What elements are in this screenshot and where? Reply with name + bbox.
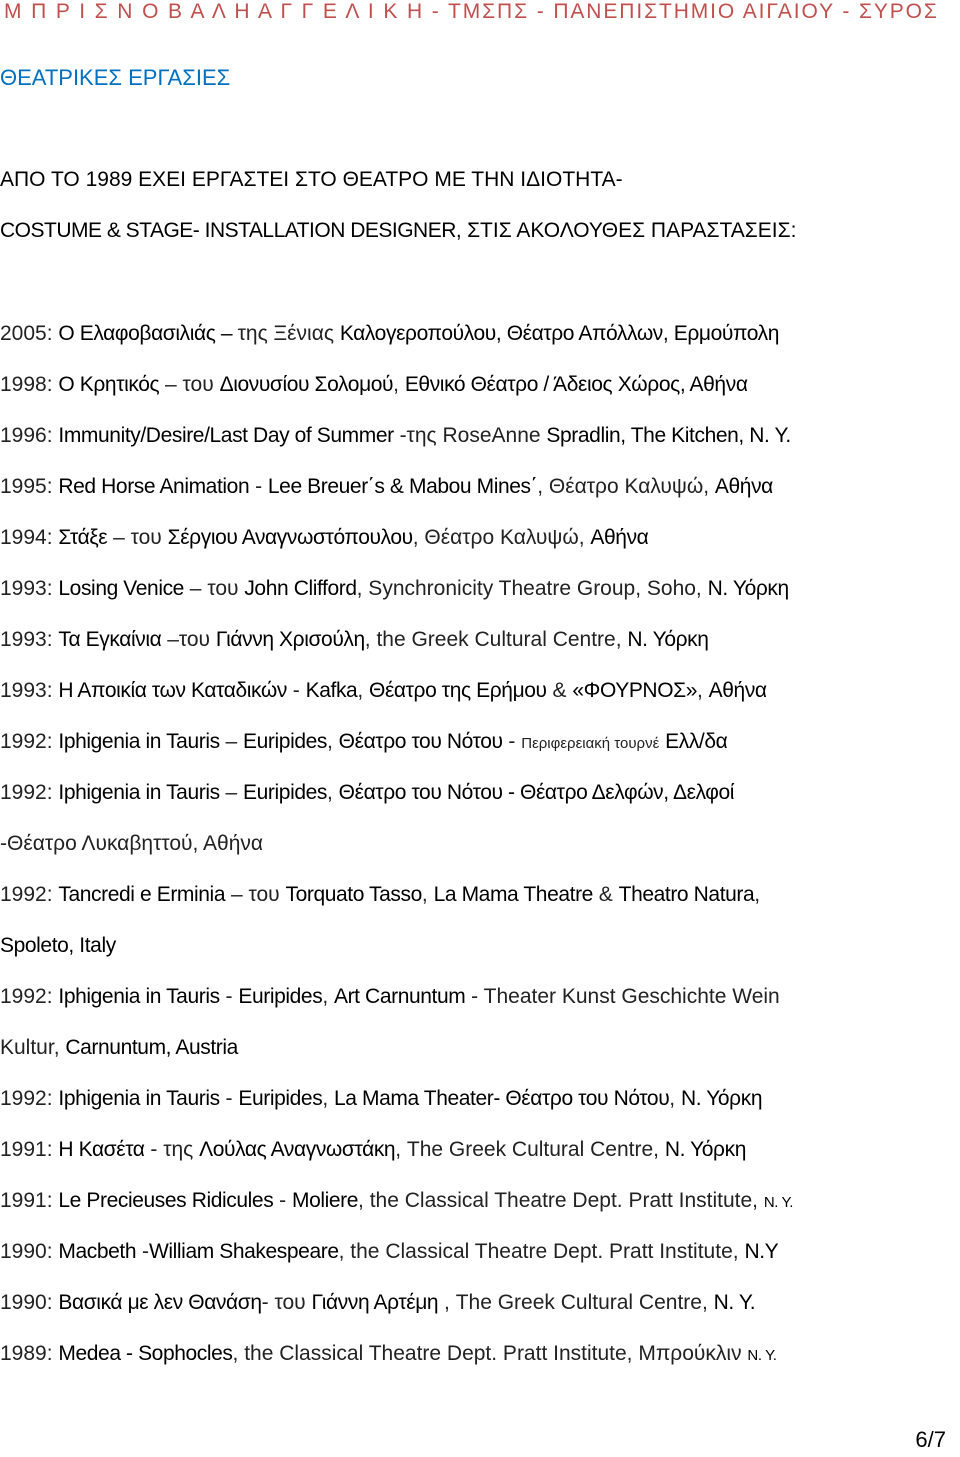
separator: - [249, 475, 268, 498]
section-title: ΘΕΑΤΡΙΚΕΣ ΕΡΓΑΣΙΕΣ [0, 65, 231, 90]
author: Lee Breuer΄s & Mabou Mines΄ [267, 475, 538, 498]
venue: «ΦΟΥΡΝΟΣ» [572, 679, 697, 702]
year: 1992: [0, 730, 59, 753]
work-title: Medea - Sophocles [58, 1342, 233, 1365]
work-title: Red Horse Animation [58, 475, 250, 498]
city: Αθήνα [590, 526, 649, 549]
city: N. Y. [763, 1194, 793, 1211]
connector: της Ξένιας [237, 322, 340, 345]
separator: - [219, 985, 239, 1008]
venue: -Θέατρο Λυκαβηττού, Αθήνα [0, 832, 264, 855]
separator: - [136, 1240, 149, 1263]
work-line [0, 980, 960, 1031]
year: 1992: [0, 985, 59, 1008]
venue: Spradlin, The Kitchen, N. Y. [546, 424, 791, 447]
separator: - [286, 679, 306, 702]
venue: , The Greek Cultural Centre, [438, 1291, 714, 1314]
venue: Θέατρο του Νότου [338, 730, 503, 753]
work-title: Tancredi e Erminia [58, 883, 226, 906]
venue-detail: - Theater Kunst Geschichte Wein [465, 985, 780, 1008]
separator: & [546, 679, 573, 702]
work-title: Macbeth [58, 1240, 137, 1263]
city: Ν. Υόρκη [680, 1087, 763, 1110]
venue: Theatro Natura [618, 883, 755, 906]
separator: - [273, 1189, 292, 1212]
year: 1991: [0, 1189, 59, 1212]
year: 1993: [0, 628, 59, 651]
work-title: Iphigenia in Tauris [58, 985, 220, 1008]
separator: , [393, 373, 405, 396]
intro-text-2: ΣΤΙΣ ΑΚΟΛΟΥΘΕΣ ΠΑΡΑΣΤΑΣΕΙΣ: [461, 219, 797, 242]
work-line-continuation [0, 827, 960, 878]
author: RoseAnne [442, 424, 547, 447]
separator: , [322, 1087, 334, 1110]
work-line [0, 470, 960, 521]
venue: , the Greek Cultural Centre, [364, 628, 628, 651]
separator: , [421, 883, 434, 906]
work-line-continuation [0, 929, 960, 980]
separator: - [219, 1087, 239, 1110]
venue: , The Greek Cultural Centre, [395, 1138, 665, 1161]
work-detail: Καλογεροπούλου, Θέατρο Απόλλων, Ερμούπολη [339, 322, 780, 345]
work-title: Iphigenia in Tauris [58, 781, 220, 804]
author: Διονυσίου Σολομού [219, 373, 394, 396]
connector: -της [393, 424, 443, 447]
author: Γιάννη Χρισούλη [215, 628, 365, 651]
city: Ν. Υόρκη [627, 628, 709, 651]
venue: La Mama Theater- Θέατρο του Νότου [333, 1087, 670, 1110]
city: Spoleto, Italy [0, 934, 116, 957]
year: 1990: [0, 1240, 59, 1263]
work-line [0, 572, 960, 623]
venue: La Mama Theatre [433, 883, 593, 906]
work-line [0, 878, 960, 929]
city: N.Y [744, 1240, 779, 1263]
separator: – [219, 781, 244, 804]
venue: , the Classical Theatre Dept. Pratt Institute, [338, 1240, 745, 1263]
author: Λούλας Αναγνωστάκη [199, 1138, 396, 1161]
venue: Εθνικό Θέατρο / Άδειος Χώρος, Αθήνα [404, 373, 748, 396]
tour-note: Περιφερειακή τουρνέ [521, 735, 660, 752]
separator: , [754, 883, 761, 906]
year: 1993: [0, 679, 59, 702]
author: Σέργιου Αναγνωστόπουλου [167, 526, 413, 549]
venue: , the Classical Theatre Dept. Pratt Institute, [358, 1189, 764, 1212]
author: Γιάννη Αρτέμη [311, 1291, 439, 1314]
venue: , Θέατρο Καλυψώ, [537, 475, 715, 498]
city: Ελλ/δα [665, 730, 728, 753]
year: 1992: [0, 781, 59, 804]
author: Euripides [243, 781, 327, 804]
connector: - της [144, 1138, 200, 1161]
separator: , [697, 679, 709, 702]
author: Torquato Tasso [285, 883, 422, 906]
year: 1992: [0, 883, 59, 906]
separator: , [327, 730, 339, 753]
year: 1989: [0, 1342, 59, 1365]
work-line [0, 419, 960, 470]
year: 1992: [0, 1087, 59, 1110]
city: Αθήνα [714, 475, 773, 498]
connector: – του [107, 526, 168, 549]
work-line [0, 674, 960, 725]
works-list [0, 317, 960, 1388]
author: William Shakespeare [148, 1240, 339, 1263]
work-title: Losing Venice [58, 577, 184, 600]
city: Ν. Υόρκη [664, 1138, 746, 1161]
work-line [0, 1184, 960, 1235]
page-number: 6/7 [915, 1427, 946, 1452]
city: N. Y. [713, 1291, 756, 1314]
intro-text-1: ΑΠΟ ΤΟ 1989 ΕΧΕΙ ΕΡΓΑΣΤΕΙ ΣΤΟ ΘΕΑΤΡΟ ΜΕ ΤΗΝ ΙΔΙΟΤΗΤΑ- [0, 168, 623, 191]
author: Euripides [238, 1087, 323, 1110]
work-line [0, 368, 960, 419]
venue: Θέατρο της Ερήμου [369, 679, 547, 702]
connector: – του [225, 883, 286, 906]
separator: & [592, 883, 619, 906]
city: Αθήνα [708, 679, 767, 702]
separator: , [327, 781, 339, 804]
work-title: Η Αποικία των Καταδικών [58, 679, 287, 702]
venue: , Synchronicity Theatre Group, Soho, [356, 577, 708, 600]
year: 2005: [0, 322, 59, 345]
work-title: Τα Εγκαίνια [58, 628, 162, 651]
year: 1995: [0, 475, 59, 498]
year: 1993: [0, 577, 59, 600]
connector: – του [183, 577, 245, 600]
author: Moliere [291, 1189, 359, 1212]
work-line [0, 1337, 960, 1388]
city: Carnuntum, Austria [65, 1036, 238, 1059]
work-line [0, 1235, 960, 1286]
work-line [0, 1286, 960, 1337]
city: Ν. Υόρκη [707, 577, 789, 600]
year: 1998: [0, 373, 59, 396]
author: John Clifford [244, 577, 357, 600]
work-line [0, 317, 960, 368]
separator: – [219, 730, 244, 753]
connector: –του [161, 628, 216, 651]
separator: , [357, 679, 370, 702]
year: 1991: [0, 1138, 59, 1161]
venue-detail: Kultur, [0, 1036, 66, 1059]
work-line [0, 725, 960, 776]
venue: , Θέατρο Καλυψώ, [412, 526, 591, 549]
work-line [0, 521, 960, 572]
year: 1994: [0, 526, 59, 549]
connector: – του [159, 373, 220, 396]
connector: - του [261, 1291, 312, 1314]
intro-line-2 [0, 219, 796, 243]
author: Euripides [238, 985, 323, 1008]
work-title: Immunity/Desire/Last Day of Summer [58, 424, 394, 447]
work-title: Iphigenia in Tauris [58, 730, 220, 753]
page-header: Μ Π Ρ Ι Σ Ν Ο Β Α Λ Η Α Γ Γ Ε Λ Ι Κ Η - ΤΜΣΠΣ - ΠΑΝΕΠΙΣΤΗΜΙΟ ΑΙΓΑΙΟΥ - ΣΥΡΟΣ [4, 0, 939, 23]
work-title: Le Precieuses Ridicules [58, 1189, 274, 1212]
intro-role: COSTUME & STAGE- INSTALLATION DESIGNER, [0, 219, 462, 242]
separator: , [669, 1087, 681, 1110]
work-line [0, 1082, 960, 1133]
year: 1996: [0, 424, 59, 447]
venue: Art Carnuntum [333, 985, 466, 1008]
work-line [0, 1133, 960, 1184]
work-title: Ο Κρητικός [58, 373, 160, 396]
separator: - [502, 730, 522, 753]
work-title: Στάξε [58, 526, 108, 549]
work-title: Iphigenia in Tauris [58, 1087, 220, 1110]
work-line [0, 623, 960, 674]
author: Euripides [243, 730, 327, 753]
separator: , [322, 985, 334, 1008]
intro-line-1 [0, 168, 623, 192]
venue: , the Classical Theatre Dept. Pratt Institute, Μπρούκλιν [232, 1342, 748, 1365]
work-line [0, 776, 960, 827]
work-title: Ο Ελαφοβασιλιάς – [58, 322, 238, 345]
venue: Θέατρο του Νότου - Θέατρο Δελφών, Δελφοί [338, 781, 735, 804]
author: Kafka [305, 679, 358, 702]
work-title: Βασικά με λεν Θανάση [58, 1291, 262, 1314]
work-title: Η Κασέτα [58, 1138, 145, 1161]
year: 1990: [0, 1291, 59, 1314]
work-line-continuation [0, 1031, 960, 1082]
city: N. Y. [747, 1347, 777, 1364]
